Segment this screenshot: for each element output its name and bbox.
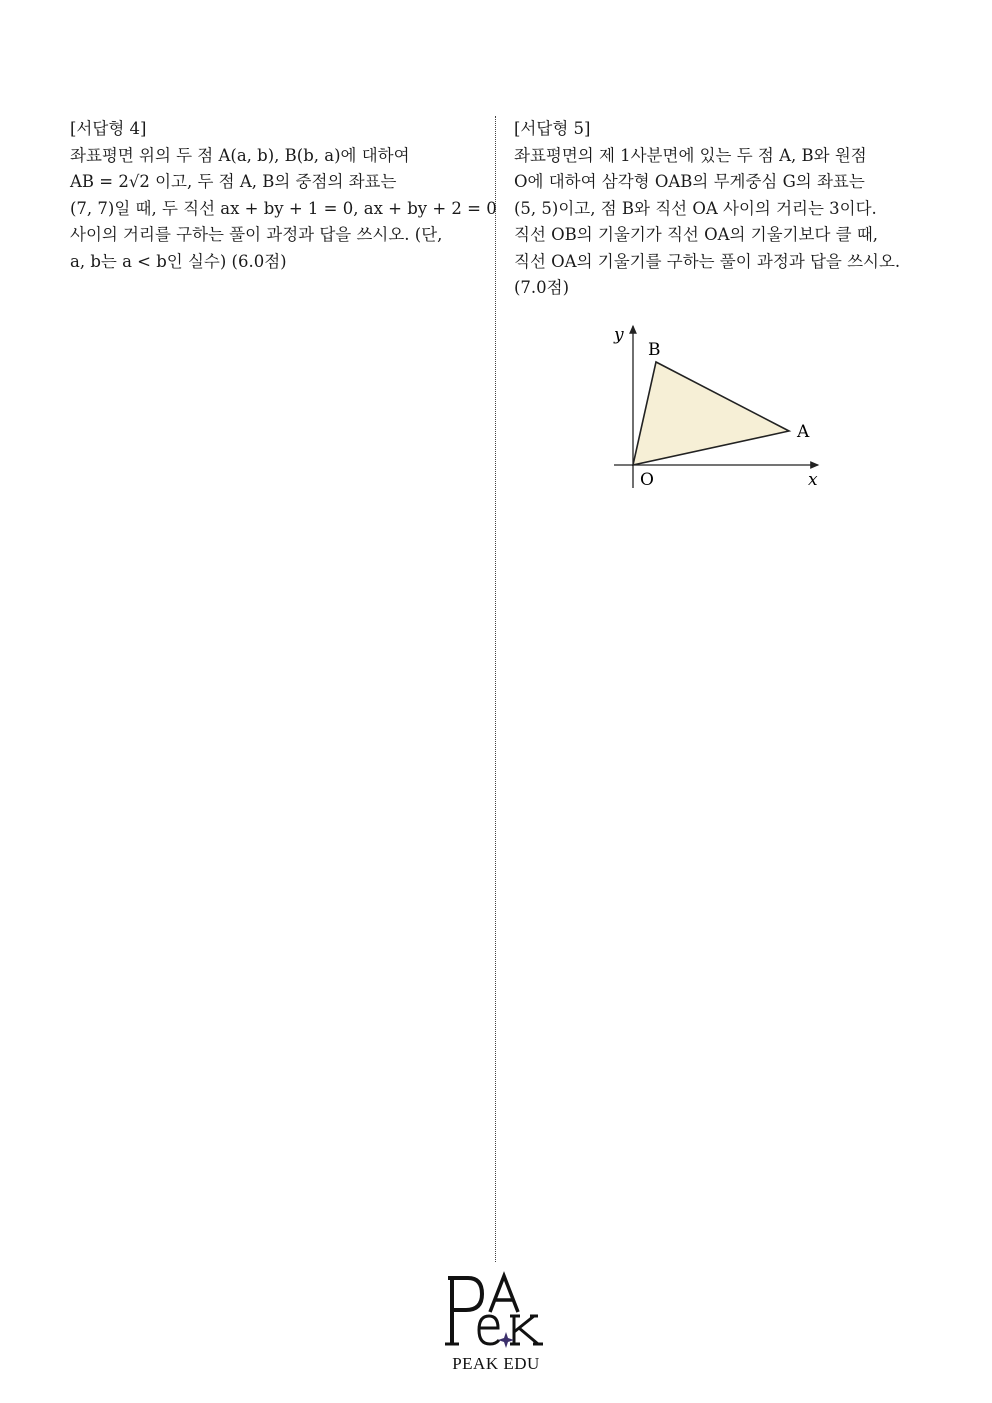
question-5-line-3: (5, 5)이고, 점 B와 직선 OA 사이의 거리는 3이다. xyxy=(514,198,877,218)
question-4-line-3: (7, 7)일 때, 두 직선 ax + by + 1 = 0, ax + by + 2 = 0 xyxy=(70,198,497,218)
peak-edu-logo xyxy=(436,1270,556,1380)
triangle-figure xyxy=(600,318,840,498)
question-5-line-1: 좌표평면의 제 1사분면에 있는 두 점 A, B와 원점 xyxy=(514,145,867,165)
point-a-label: A xyxy=(797,422,810,442)
question-5-line-6: (7.0점) xyxy=(514,278,570,297)
origin-label: O xyxy=(640,470,654,490)
triangle-oab xyxy=(633,362,789,465)
question-5-line-5: 직선 OA의 기울기를 구하는 풀이 과정과 답을 쓰시오. xyxy=(514,251,901,271)
question-4 xyxy=(70,116,497,275)
question-4-line-1: 좌표평면 위의 두 점 A(a, b), B(b, a)에 대하여 xyxy=(70,145,410,165)
question-5 xyxy=(514,116,929,302)
question-5-label: [서답형 5] xyxy=(514,119,591,138)
star-icon xyxy=(498,1332,514,1348)
question-4-label: [서답형 4] xyxy=(70,119,147,138)
question-5-line-2: O에 대하여 삼각형 OAB의 무게중심 G의 좌표는 xyxy=(514,172,865,191)
question-4-line-2: AB = 2√2 이고, 두 점 A, B의 중점의 좌표는 xyxy=(70,172,397,191)
question-4-line-4: 사이의 거리를 구하는 풀이 과정과 답을 쓰시오. (단, xyxy=(70,225,443,244)
question-4-line-5: a, b는 a < b인 실수) (6.0점) xyxy=(70,251,287,271)
y-axis-label: y xyxy=(614,325,624,345)
peak-logo-mark xyxy=(436,1270,556,1354)
x-axis-label: x xyxy=(808,470,818,490)
column-divider xyxy=(495,116,496,1262)
question-5-line-4: 직선 OB의 기울기가 직선 OA의 기울기보다 클 때, xyxy=(514,225,879,244)
point-b-label: B xyxy=(648,340,661,360)
logo-caption: PEAK EDU xyxy=(452,1354,540,1373)
triangle-figure-svg xyxy=(600,318,840,498)
